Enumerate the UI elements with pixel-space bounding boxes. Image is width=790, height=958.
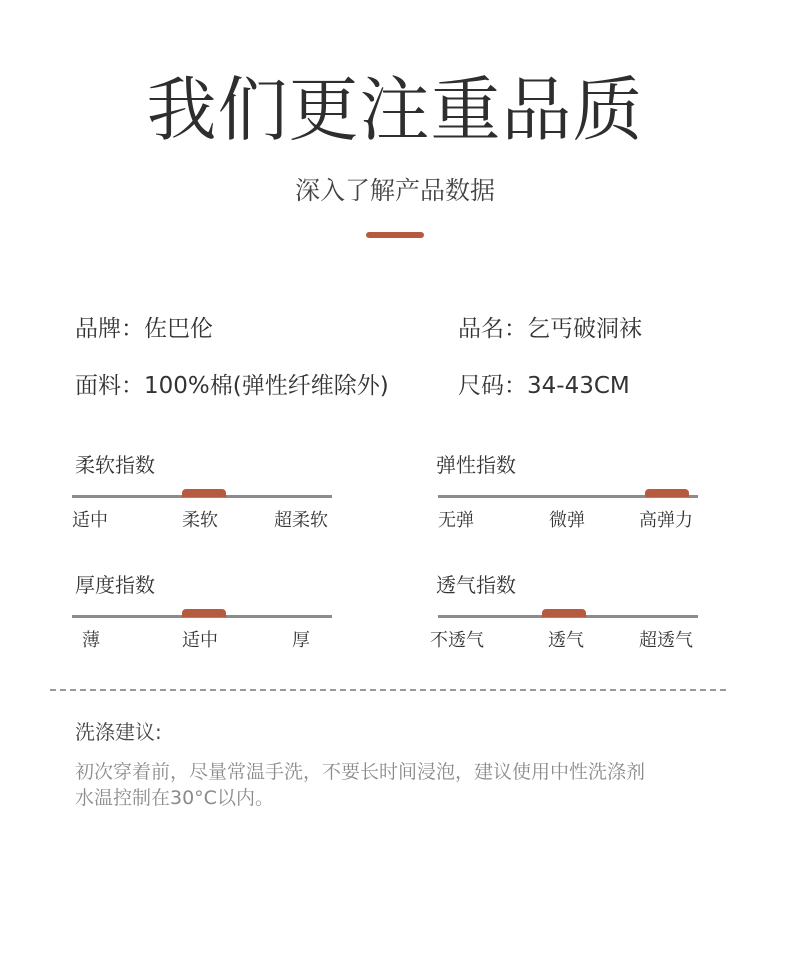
index-label: 薄 xyxy=(82,630,100,651)
index-label: 柔软 xyxy=(182,510,218,531)
index-title: 透气指数 xyxy=(436,573,516,597)
index-title: 厚度指数 xyxy=(75,573,155,597)
index-level-marker xyxy=(182,609,226,617)
spec-brand: 品牌：佐巴伦 xyxy=(75,316,213,342)
index-level-marker xyxy=(182,489,226,497)
wash-text-line-2: 水温控制在30°C以内。 xyxy=(75,787,274,809)
index-label: 高弹力 xyxy=(639,510,693,531)
index-level-marker xyxy=(542,609,586,617)
index-label: 不透气 xyxy=(430,630,484,651)
wash-title: 洗涤建议: xyxy=(75,720,162,744)
index-label: 适中 xyxy=(182,630,218,651)
index-label: 微弹 xyxy=(549,510,585,531)
spec-name: 品名：乞丐破洞袜 xyxy=(458,316,642,342)
wash-text-line-1: 初次穿着前，尽量常温手洗，不要长时间浸泡，建议使用中性洗涤剂 xyxy=(75,761,646,783)
index-title: 柔软指数 xyxy=(75,453,155,477)
index-label: 透气 xyxy=(548,630,584,651)
index-title: 弹性指数 xyxy=(436,453,516,477)
index-label: 无弹 xyxy=(438,510,474,531)
page-subtitle: 深入了解产品数据 xyxy=(294,176,495,205)
dashed-divider xyxy=(50,689,726,691)
index-level-marker xyxy=(645,489,689,497)
index-label: 厚 xyxy=(292,630,310,651)
spec-material: 面料：100%棉(弹性纤维除外) xyxy=(75,373,389,399)
page-title: 我们更注重品质 xyxy=(146,69,644,151)
index-label: 超柔软 xyxy=(274,510,328,531)
index-label: 适中 xyxy=(72,510,108,531)
index-label: 超透气 xyxy=(639,630,693,651)
spec-size: 尺码：34-43CM xyxy=(458,373,630,399)
accent-line xyxy=(366,232,424,238)
